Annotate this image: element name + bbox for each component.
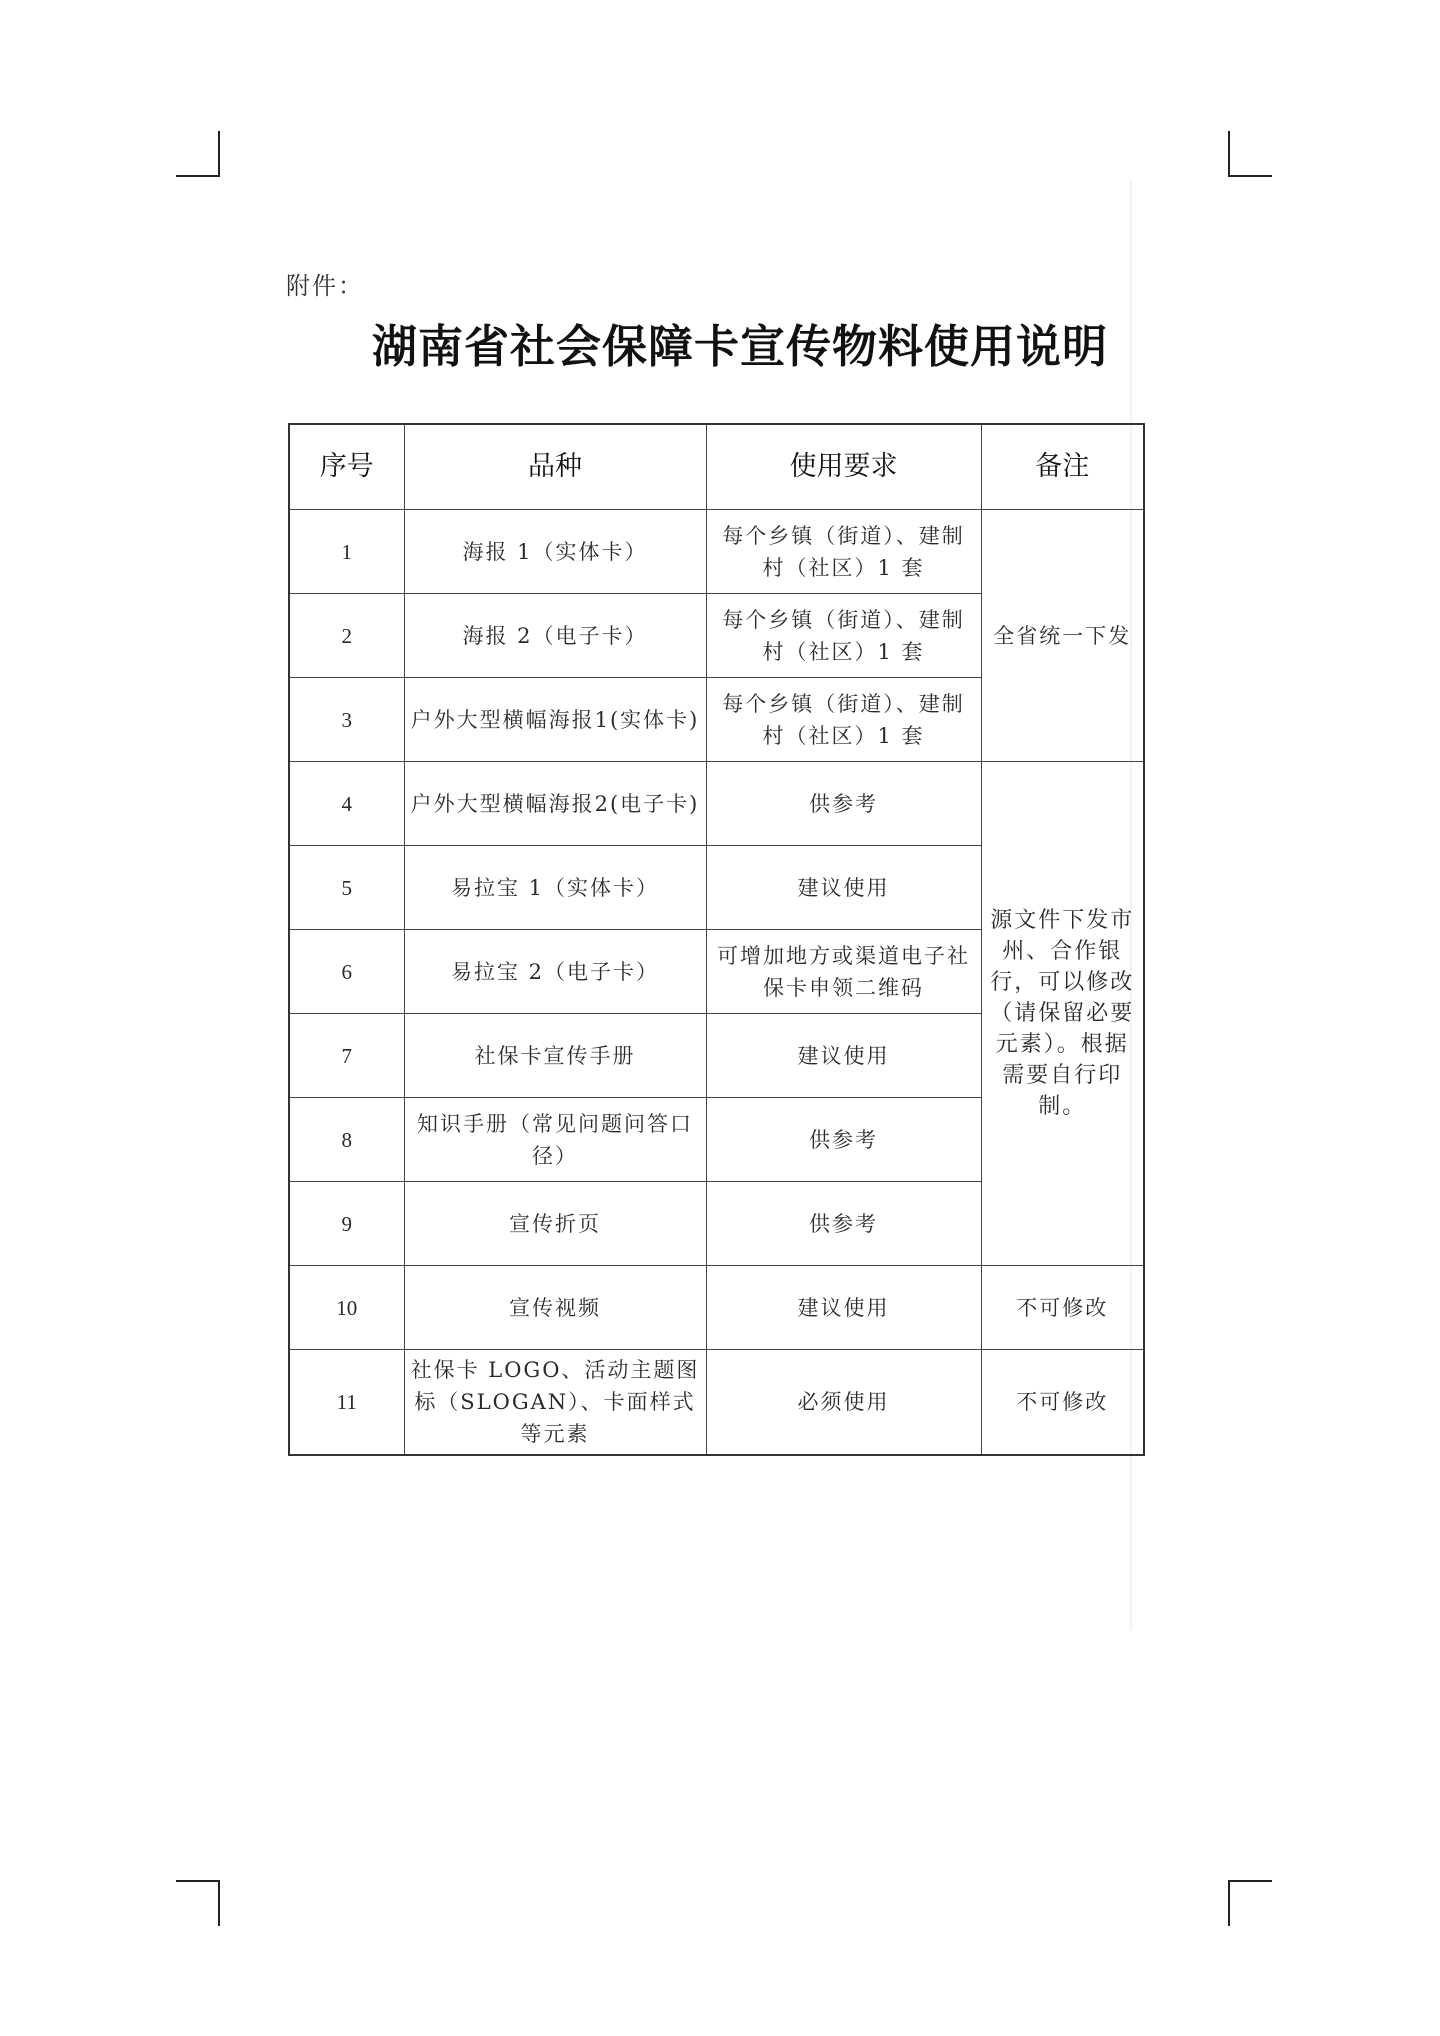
row-no: 6 [289,930,404,1014]
row-remark: 不可修改 [981,1350,1144,1456]
row-no: 2 [289,594,404,678]
row-no: 7 [289,1014,404,1098]
table-row [289,1266,1144,1350]
table-row [289,1350,1144,1456]
header-requirement: 使用要求 [706,424,981,510]
row-no: 1 [289,510,404,594]
header-item: 品种 [404,424,706,510]
row-requirement: 每个乡镇（街道）、建制村（社区）1 套 [706,510,981,594]
row-requirement: 每个乡镇（街道）、建制村（社区）1 套 [706,594,981,678]
header-no: 序号 [289,424,404,510]
materials-table [288,423,1145,1456]
row-requirement: 供参考 [706,1098,981,1182]
row-item: 户外大型横幅海报1(实体卡) [404,678,706,762]
row-item: 易拉宝 2（电子卡） [404,930,706,1014]
row-requirement: 可增加地方或渠道电子社保卡申领二维码 [706,930,981,1014]
row-remark-group: 源文件下发市州、合作银行，可以修改（请保留必要元素）。根据需要自行印制。 [981,762,1144,1266]
row-item: 易拉宝 1（实体卡） [404,846,706,930]
row-no: 4 [289,762,404,846]
row-no: 9 [289,1182,404,1266]
header-remark: 备注 [981,424,1144,510]
row-item: 户外大型横幅海报2(电子卡) [404,762,706,846]
table-row [289,762,1144,846]
row-remark-group: 全省统一下发 [981,510,1144,762]
table-header-row [289,424,1144,510]
row-no: 11 [289,1350,404,1456]
row-no: 10 [289,1266,404,1350]
row-requirement: 建议使用 [706,846,981,930]
row-item: 知识手册（常见问题问答口径） [404,1098,706,1182]
crop-mark-top-right [1228,131,1272,177]
table-row [289,510,1144,594]
row-requirement: 建议使用 [706,1266,981,1350]
row-requirement: 必须使用 [706,1350,981,1456]
row-no: 5 [289,846,404,930]
row-requirement: 每个乡镇（街道）、建制村（社区）1 套 [706,678,981,762]
row-requirement: 供参考 [706,762,981,846]
row-item: 海报 1（实体卡） [404,510,706,594]
row-item: 社保卡 LOGO、活动主题图标（SLOGAN）、卡面样式等元素 [404,1350,706,1456]
row-requirement: 供参考 [706,1182,981,1266]
row-item: 宣传折页 [404,1182,706,1266]
document-title: 湖南省社会保障卡宣传物料使用说明 [372,320,1109,373]
crop-mark-bottom-left [176,1880,220,1926]
row-remark: 不可修改 [981,1266,1144,1350]
crop-mark-top-left [176,131,220,177]
row-item: 社保卡宣传手册 [404,1014,706,1098]
row-no: 8 [289,1098,404,1182]
row-no: 3 [289,678,404,762]
row-item: 海报 2（电子卡） [404,594,706,678]
row-item: 宣传视频 [404,1266,706,1350]
crop-mark-bottom-right [1228,1880,1272,1926]
attachment-label: 附件： [286,272,364,300]
row-requirement: 建议使用 [706,1014,981,1098]
